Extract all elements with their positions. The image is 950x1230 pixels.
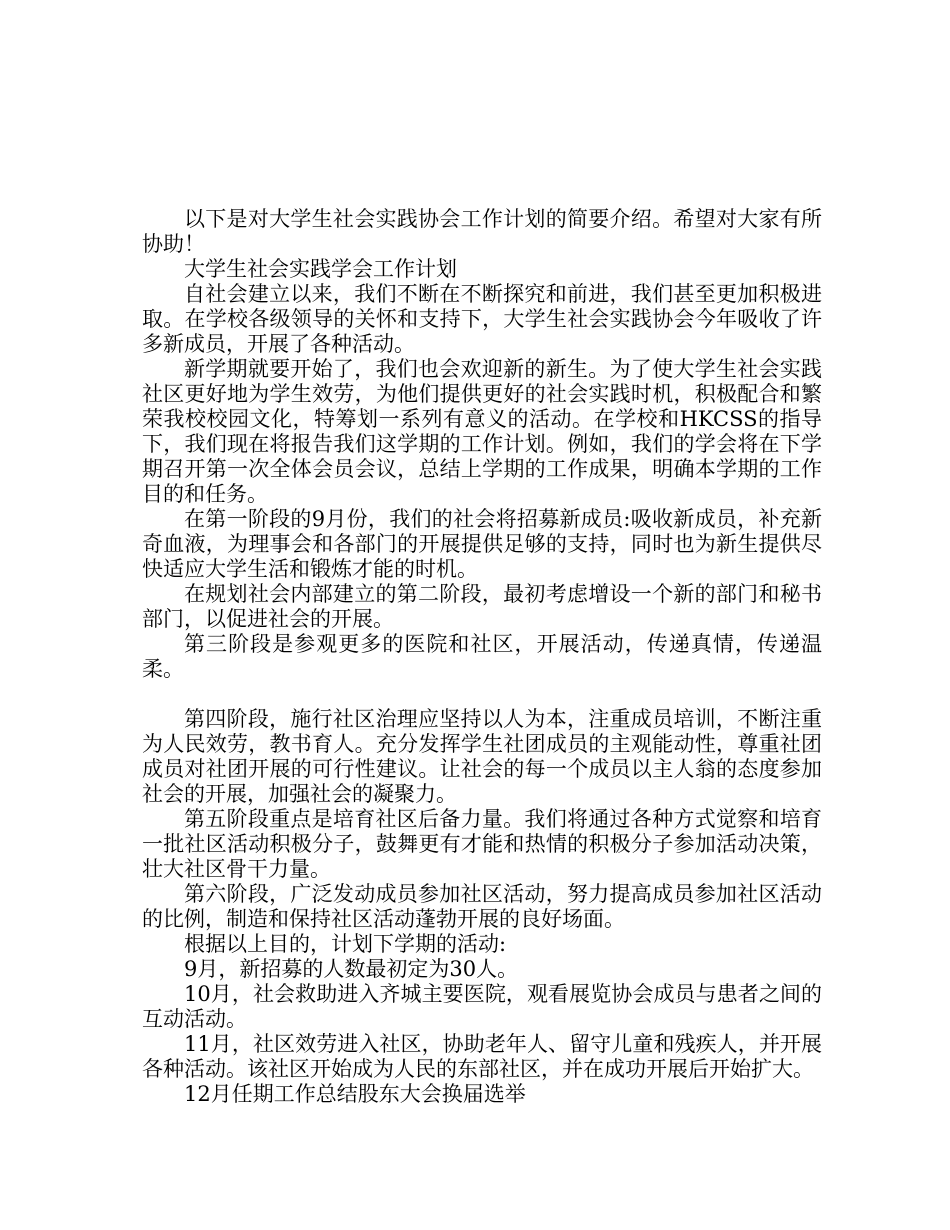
paragraph-background: 自社会建立以来，我们不断在不断探究和前进，我们甚至更加积极进取。在学校各级领导的关怀和支持下，大学生社会实践协会今年吸收了许多新成员，开展了各种活动。: [142, 282, 822, 356]
paragraph-stage-three: 第三阶段是参观更多的医院和社区，开展活动，传递真情，传递温柔。: [142, 632, 822, 681]
paragraph-stage-five: 第五阶段重点是培育社区后备力量。我们将通过各种方式觉察和培育一批社区活动积极分子，鼓舞更有才能和热情的积极分子参加活动决策，壮大社区骨干力量。: [142, 807, 822, 881]
intro-paragraph: 以下是对大学生社会实践协会工作计划的简要介绍。希望对大家有所协助！: [142, 207, 822, 256]
paragraph-stage-four: 第四阶段，施行社区治理应坚持以人为本，注重成员培训，不断注重为人民效劳，教书育人。充分发挥学生社团成员的主观能动性，尊重社团成员对社团开展的可行性建议。让社会的每一个成员以主人翁的态度参加社会的开展，加强社会的凝聚力。: [142, 707, 822, 806]
blank-line: [142, 682, 822, 707]
document-title: 大学生社会实践学会工作计划: [184, 257, 457, 281]
paragraph-september: 9月，新招募的人数最初定为30人。: [184, 957, 519, 981]
paragraph-stage-two: 在规划社会内部建立的第二阶段，最初考虑增设一个新的部门和秘书部门，以促进社会的开展。: [142, 582, 822, 631]
paragraph-new-semester: 新学期就要开始了，我们也会欢迎新的新生。为了使大学生社会实践社区更好地为学生效劳，为他们提供更好的社会实践时机，积极配合和繁荣我校校园文化，特筹划一系列有意义的活动。在学校和HKCSS的指导下，我们现在将报告我们这学期的工作计划。例如，我们的学会将在下学期召开第一次全体会员会议，总结上学期的工作成果，明确本学期的工作目的和任务。: [142, 357, 822, 506]
paragraph-stage-six: 第六阶段，广泛发动成员参加社区活动，努力提高成员参加社区活动的比例，制造和保持社区活动蓬勃开展的良好场面。: [142, 882, 822, 931]
document-body: [142, 207, 822, 1107]
paragraph-stage-one: 在第一阶段的9月份，我们的社会将招募新成员:吸收新成员，补充新奇血液，为理事会和各部门的开展提供足够的支持，同时也为新生提供尽快适应大学生活和锻炼才能的时机。: [142, 507, 822, 581]
paragraph-december: 12月任期工作总结股东大会换届选举: [184, 1082, 526, 1106]
paragraph-november: 11月，社区效劳进入社区，协助老年人、留守儿童和残疾人，并开展各种活动。该社区开始成为人民的东部社区，并在成功开展后开始扩大。: [142, 1032, 822, 1081]
paragraph-october: 10月，社会救助进入齐城主要医院，观看展览协会成员与患者之间的互动活动。: [142, 982, 822, 1031]
paragraph-activities-intro: 根据以上目的，计划下学期的活动:: [184, 932, 507, 956]
